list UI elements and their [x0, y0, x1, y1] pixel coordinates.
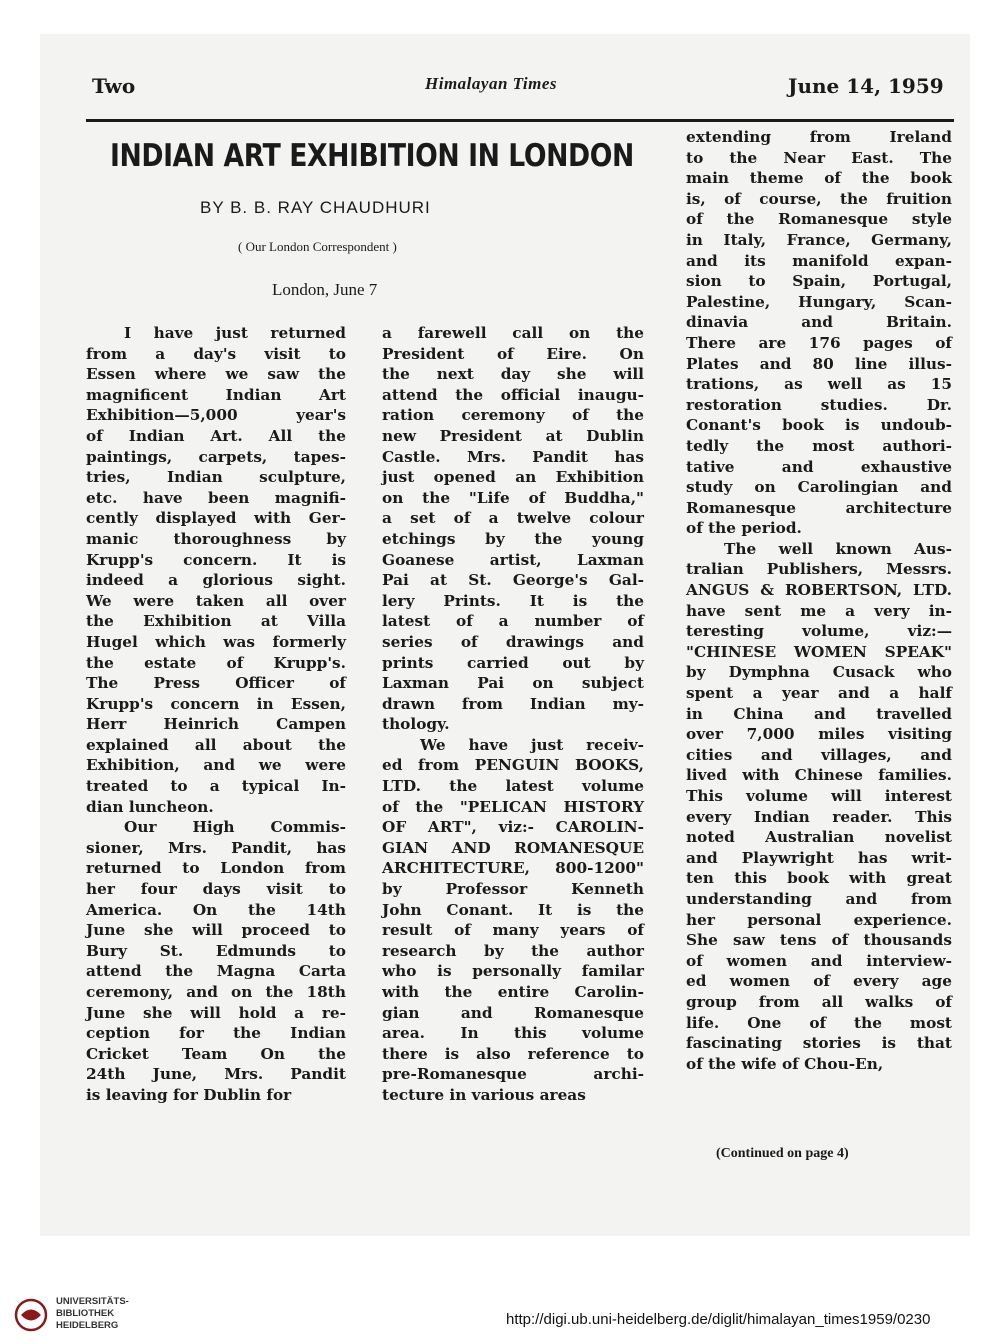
text-line: a farewell call on the	[382, 324, 644, 342]
text-line: dinavia and Britain.	[686, 313, 952, 332]
text-line: life. One of the most	[686, 1013, 952, 1032]
text-line: trations, as well as 15	[686, 375, 952, 394]
text-line: lived with Chinese families.	[686, 766, 952, 785]
text-line: treated to a typical In-	[86, 777, 346, 796]
text-line: noted Australian novelist	[686, 828, 952, 847]
text-line: ceremony, and on the 18th	[86, 983, 346, 1001]
text-line: and Playwright has writ-	[686, 848, 952, 867]
library-name-line: BIBLIOTHEK	[56, 1308, 115, 1319]
text-line: tative and exhaustive	[686, 457, 952, 476]
text-line: There are 176 pages of	[686, 333, 952, 352]
text-line: of the period.	[686, 519, 802, 538]
text-line: Our High Commis-	[124, 818, 346, 837]
text-line: ARCHITECTURE, 800-1200"	[382, 859, 644, 878]
library-logo-icon	[14, 1298, 48, 1332]
text-line: every Indian reader. This	[686, 807, 952, 826]
text-line: have sent me a very in-	[686, 601, 952, 620]
text-line: new President at Dublin	[382, 426, 644, 445]
text-line: magnificent Indian Art	[86, 385, 346, 404]
text-line: and its manifold expan-	[686, 251, 952, 270]
column-3	[686, 127, 952, 1074]
text-line: Hugel which was formerly	[86, 632, 346, 651]
library-name-line: UNIVERSITÄTS-	[56, 1296, 129, 1307]
text-line: fascinating stories is that	[686, 1034, 952, 1053]
text-line: President of Eire. On	[382, 344, 644, 363]
text-line: Goanese artist, Laxman	[382, 550, 644, 569]
text-line: extending from Ireland	[686, 128, 952, 146]
text-line: sion to Spain, Portugal,	[686, 272, 952, 291]
text-line: returned to London from	[86, 859, 346, 878]
text-line: is leaving for Dublin for	[86, 1085, 292, 1104]
text-line: paintings, carpets, tapes-	[86, 447, 346, 466]
header-rule	[86, 119, 954, 122]
dateline: London, June 7	[272, 280, 378, 299]
text-line: cently displayed with Ger-	[86, 509, 346, 528]
text-line: Essen where we saw the	[86, 365, 346, 384]
article-headline: INDIAN ART EXHIBITION IN LONDON	[110, 138, 634, 174]
library-name-line: HEIDELBERG	[56, 1320, 119, 1331]
text-line: tries, Indian sculpture,	[86, 468, 346, 487]
text-line: of the "PELICAN HISTORY	[382, 797, 644, 816]
text-line: We were taken all over	[86, 591, 346, 610]
article-byline: BY B. B. RAY CHAUDHURI	[200, 198, 431, 217]
correspondent-note: ( Our London Correspondent )	[238, 239, 397, 254]
text-line: The well known Aus-	[724, 539, 952, 558]
text-line: area. In this volume	[382, 1024, 644, 1043]
text-line: We have just receiv-	[420, 735, 644, 754]
issue-date: June 14, 1959	[788, 74, 944, 98]
text-line: spent a year and a half	[686, 684, 952, 703]
text-line: tedly the most authori-	[686, 436, 952, 455]
text-line: prints carried out by	[382, 653, 644, 672]
text-line: drawn from Indian my-	[382, 694, 644, 713]
text-line: OF ART", viz:- CAROLIN-	[382, 818, 644, 837]
text-line: Exhibition, and we were	[86, 756, 346, 775]
text-line: The Press Officer of	[86, 674, 346, 693]
text-line: June she will proceed to	[86, 921, 346, 940]
text-line: restoration studies. Dr.	[686, 395, 952, 414]
text-line: gian and Romanesque	[382, 1003, 644, 1022]
text-line: June she will hold a re-	[86, 1003, 346, 1022]
text-line: over 7,000 miles visiting	[686, 725, 952, 744]
text-line: series of drawings and	[382, 632, 644, 651]
text-line: tralian Publishers, Messrs.	[686, 560, 952, 579]
text-line: ed women of every age	[686, 972, 952, 991]
text-line: Herr Heinrich Campen	[86, 715, 346, 734]
page-number: Two	[92, 74, 136, 98]
text-line: thology.	[382, 715, 450, 734]
text-line: ten this book with great	[686, 869, 952, 888]
text-line: on the "Life of Buddha,"	[382, 488, 644, 507]
text-line: etchings by the young	[382, 529, 644, 548]
text-line: Romanesque architecture	[686, 498, 952, 517]
text-line: indeed a glorious sight.	[86, 571, 346, 590]
text-line: 24th June, Mrs. Pandit	[86, 1065, 346, 1084]
text-line: Bury St. Edmunds to	[86, 941, 346, 960]
text-line: This volume will interest	[686, 787, 952, 805]
library-name	[56, 1296, 129, 1332]
text-line: Krupp's concern. It is	[86, 550, 346, 569]
text-line: She saw tens of thousands	[686, 931, 952, 950]
text-line: LTD. the latest volume	[382, 777, 644, 796]
continued-note: (Continued on page 4)	[716, 1146, 849, 1161]
text-line: just opened an Exhibition	[382, 468, 644, 487]
text-line: in Italy, France, Germany,	[686, 230, 952, 249]
text-line: of the wife of Chou-En,	[686, 1054, 884, 1073]
text-line: study on Carolingian and	[686, 478, 952, 497]
text-line: of Indian Art. All the	[86, 426, 346, 445]
text-line: latest of a number of	[382, 612, 644, 631]
text-line: of women and interview-	[686, 951, 952, 970]
text-line: research by the author	[382, 941, 644, 960]
text-line: main theme of the book	[686, 169, 952, 188]
text-line: result of many years of	[382, 921, 644, 940]
text-line: in China and travelled	[686, 704, 952, 723]
source-url-link[interactable]: http://digi.ub.uni-heidelberg.de/diglit/himalayan_times1959/0230	[506, 1311, 931, 1328]
text-line: manic thoroughness by	[86, 529, 346, 548]
text-line: her four days visit to	[86, 880, 346, 899]
text-line: is, of course, the fruition	[686, 189, 952, 208]
text-line: her personal experience.	[686, 910, 952, 929]
text-line: group from all walks of	[686, 992, 952, 1011]
text-line: cities and villages, and	[686, 745, 952, 764]
text-line: by Dymphna Cusack who	[686, 663, 952, 682]
text-line: I have just returned	[124, 324, 346, 342]
text-line: Conant's book is undoub-	[686, 416, 952, 435]
text-line: who is personally familar	[382, 962, 644, 981]
text-line: pre-Romanesque archi-	[382, 1065, 644, 1084]
text-line: Castle. Mrs. Pandit has	[382, 447, 644, 466]
text-line: dian luncheon.	[86, 797, 214, 816]
text-line: Palestine, Hungary, Scan-	[686, 292, 952, 311]
text-line: with the entire Carolin-	[382, 983, 644, 1001]
text-line: Plates and 80 line illus-	[686, 354, 952, 373]
text-line: lery Prints. It is the	[382, 591, 644, 610]
text-line: the next day she will	[382, 365, 644, 384]
text-line: the estate of Krupp's.	[86, 653, 346, 672]
text-line: from a day's visit to	[86, 344, 346, 363]
text-line: GIAN AND ROMANESQUE	[382, 838, 644, 857]
text-line: Krupp's concern in Essen,	[86, 694, 346, 713]
text-line: ration ceremony of the	[382, 406, 644, 425]
text-line: explained all about the	[86, 735, 346, 754]
text-line: by Professor Kenneth	[382, 880, 644, 899]
text-line: there is also reference to	[382, 1044, 644, 1063]
text-line: ed from PENGUIN BOOKS,	[382, 756, 644, 775]
text-line: John Conant. It is the	[382, 900, 644, 919]
text-line: America. On the 14th	[86, 900, 346, 919]
text-line: teresting volume, viz:—	[686, 622, 952, 641]
text-line: to the Near East. The	[686, 148, 952, 167]
text-line: the Exhibition at Villa	[86, 612, 346, 631]
column-2	[382, 323, 644, 1106]
text-line: Laxman Pai on subject	[382, 674, 644, 693]
text-line: etc. have been magnifi-	[86, 488, 346, 507]
text-line: attend the Magna Carta	[86, 962, 346, 981]
masthead: Himalayan Times	[425, 74, 558, 93]
text-line: Pai at St. George's Gal-	[382, 571, 644, 590]
text-line: Exhibition—5,000 year's	[86, 406, 346, 425]
text-line: Cricket Team On the	[86, 1044, 346, 1063]
text-line: attend the official inaugu-	[382, 385, 644, 404]
text-line: ception for the Indian	[86, 1024, 346, 1043]
text-line: sioner, Mrs. Pandit, has	[86, 838, 346, 857]
text-line: understanding and from	[686, 889, 952, 908]
column-1	[86, 323, 346, 1106]
text-line: ANGUS & ROBERTSON, LTD.	[686, 581, 952, 600]
text-line: of the Romanesque style	[686, 210, 952, 229]
text-line: tecture in various areas	[382, 1085, 586, 1104]
text-line: "CHINESE WOMEN SPEAK"	[686, 642, 952, 661]
text-line: a set of a twelve colour	[382, 509, 644, 528]
